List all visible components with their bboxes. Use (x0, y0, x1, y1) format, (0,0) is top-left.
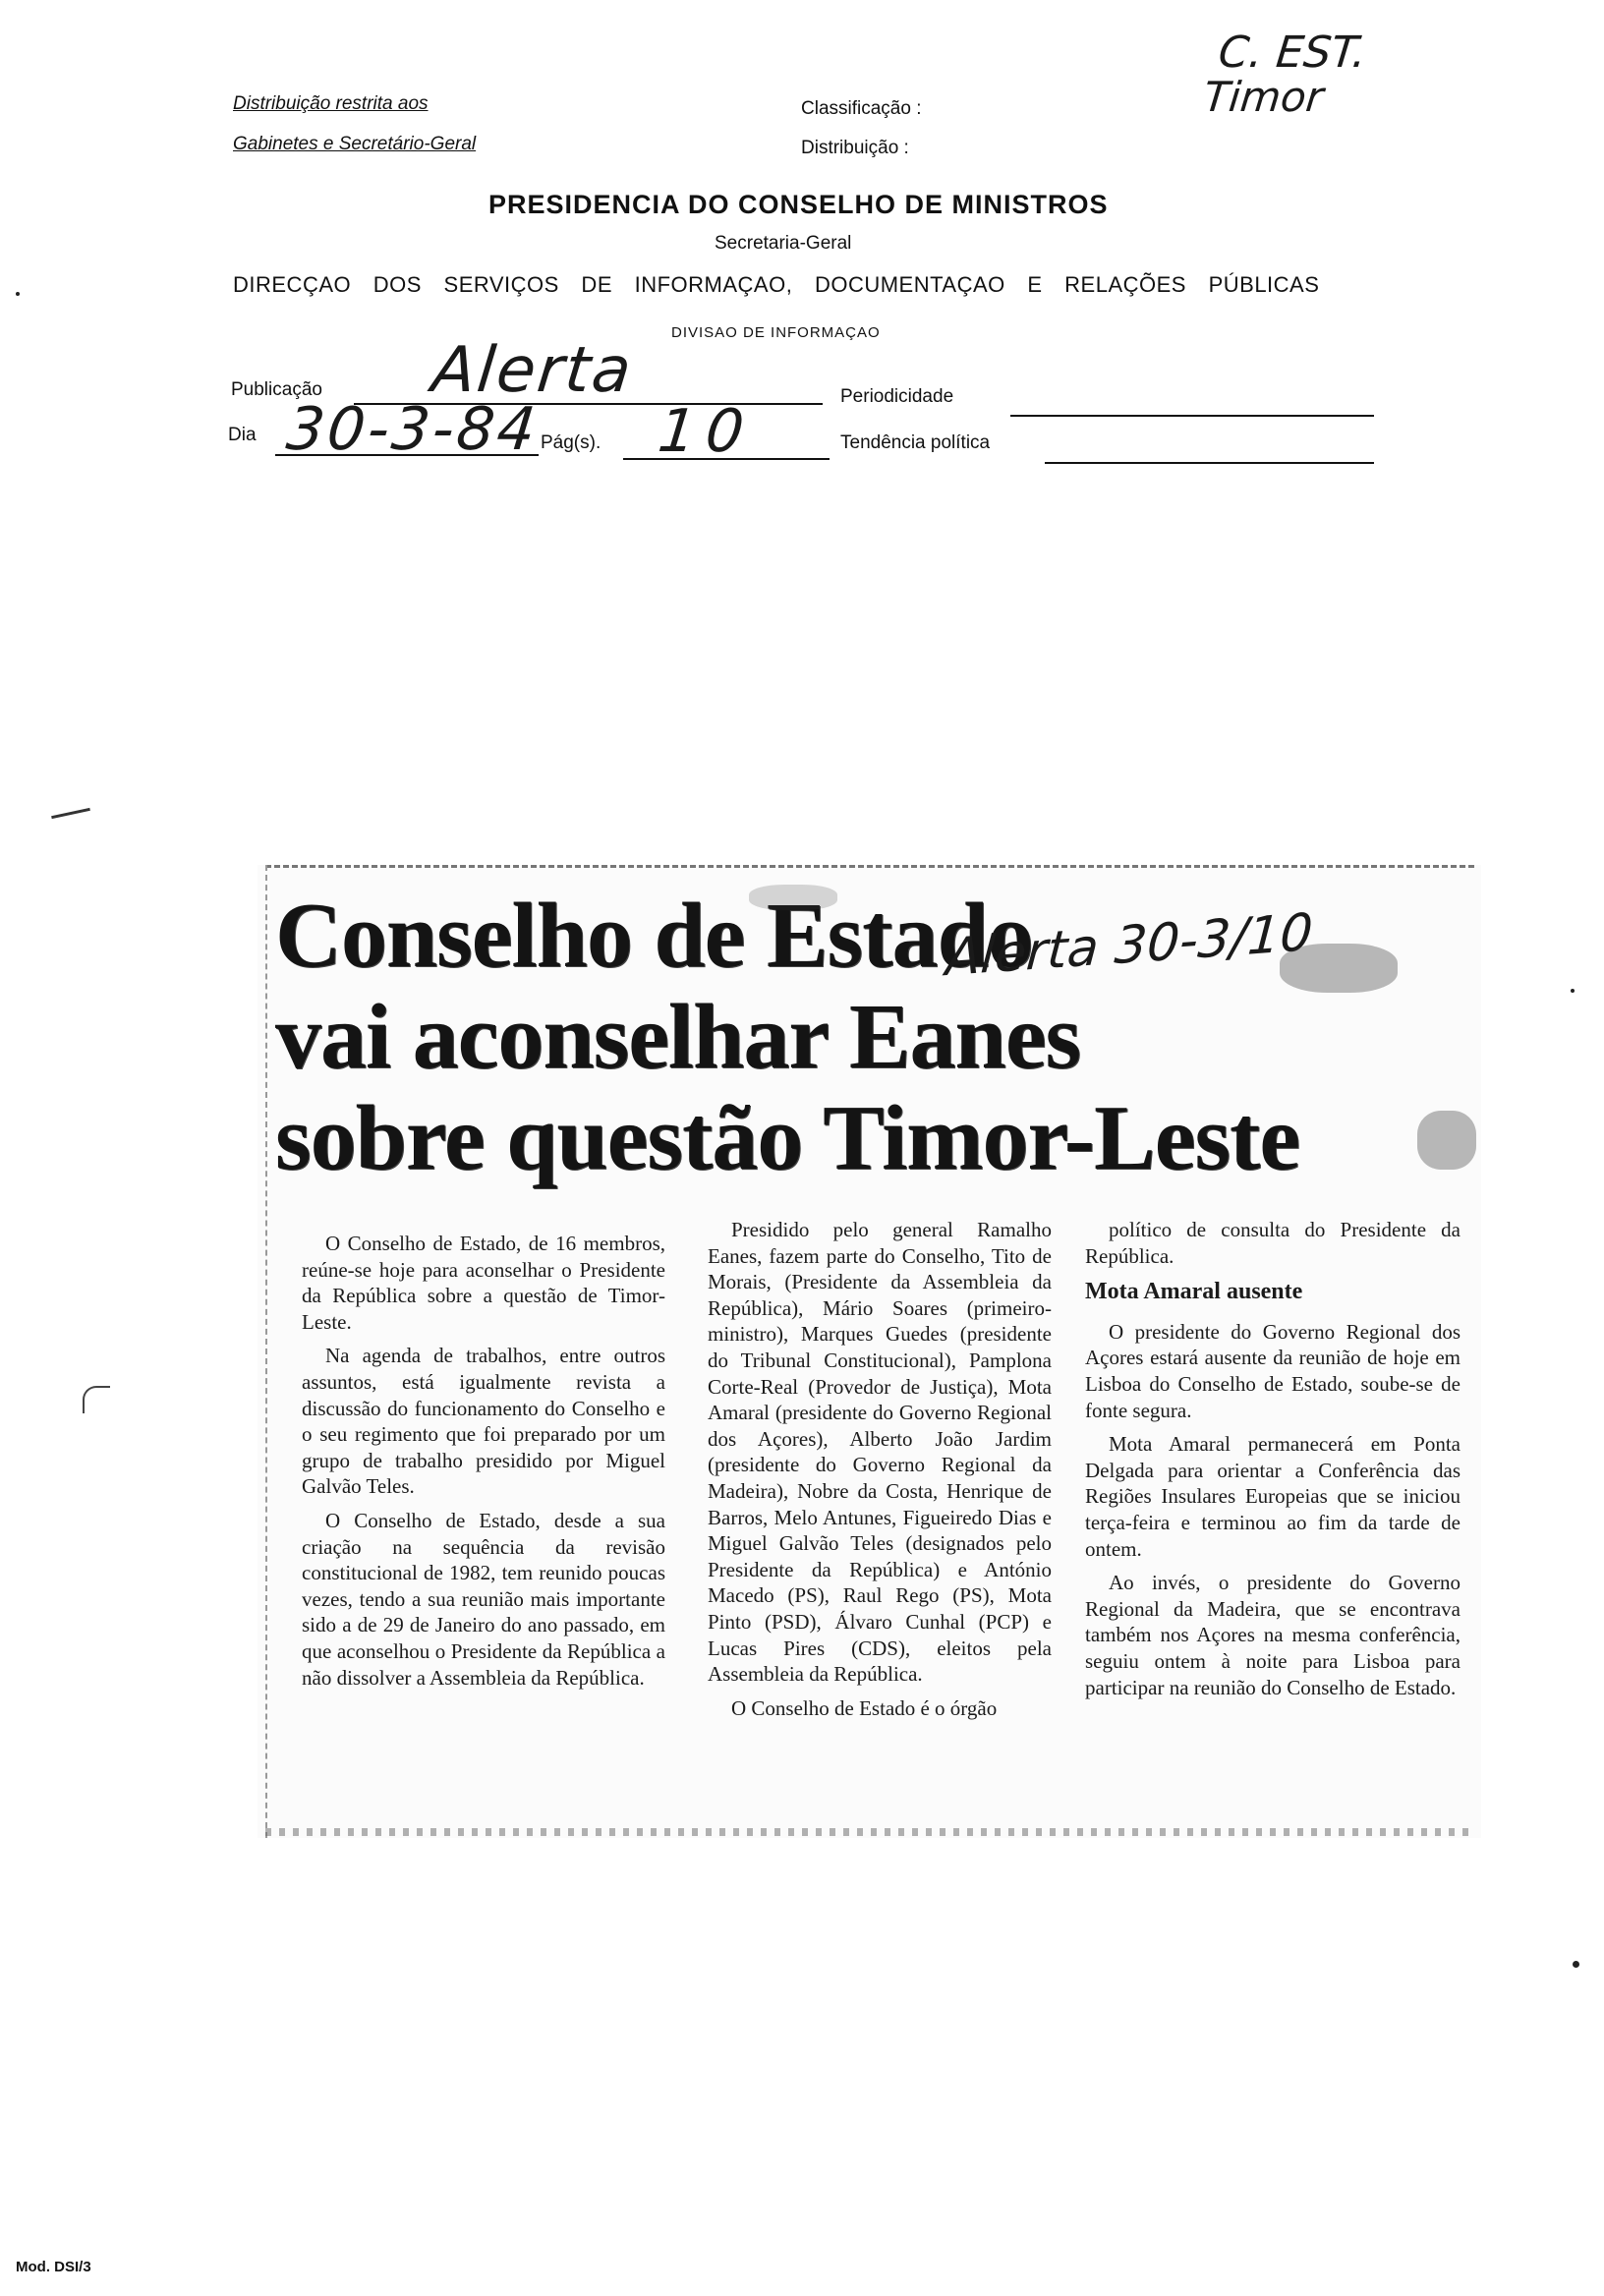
publicacao-handwritten-value: Alerta (429, 334, 637, 407)
scan-speck (1573, 1961, 1579, 1968)
clipping-left-edge (265, 865, 270, 1838)
dia-label: Dia (228, 425, 257, 445)
handwritten-corner-note-1: C. EST. (1216, 28, 1369, 78)
article-paragraph: O Conselho de Estado, desde a sua criação na sequência da revisão constitucional de 1982, tem reunido poucas vezes, tendo a sua reunião mais importante sido a de 29 de Janeiro do ano passado, em que aconselhou o Presidente da República a não dissolver a Assembleia da República. (302, 1508, 665, 1690)
headline-line-2: vai aconselhar Eanes (275, 986, 1081, 1088)
article-column-1 (302, 1231, 665, 1698)
secretaria-geral: Secretaria-Geral (715, 233, 852, 254)
distribuicao-label: Distribuição : (801, 138, 909, 158)
organization-title: PRESIDENCIA DO CONSELHO DE MINISTROS (488, 190, 1109, 219)
classificacao-label: Classificação : (801, 98, 922, 119)
article-column-2 (708, 1217, 1052, 1729)
dia-handwritten-value: 30-3-84 (283, 395, 542, 464)
restricted-distribution-line2: Gabinetes e Secretário-Geral (233, 134, 477, 154)
article-paragraph: Mota Amaral permanecerá em Ponta Delgada para orientar a Conferência das Regiões Insulares Europeias que se iniciou terça-feira e terminou ao fim da tarde de ontem. (1085, 1432, 1461, 1561)
handwritten-corner-note-2: Timor (1201, 73, 1326, 121)
article-paragraph: O Conselho de Estado é o órgão (731, 1695, 998, 1720)
headline-line-3: sobre questão Timor-Leste (275, 1087, 1300, 1189)
article-paragraph: Presidido pelo general Ramalho Eanes, fazem parte do Conselho, Tito de Morais, (Presidente da Assembleia da República), Mário Soares (primeiro-ministro), Marques Guedes (presidente do Tribunal Constitucional), Pamplona Corte-Real (Provedor de Justiça), Mota Amaral (presidente do Governo Regional dos Açores), Alberto João Jardim (presidente do Governo Regional da Madeira), Nobre da Costa, Henrique de Barros, Melo Antunes, Figueiredo Dias e Miguel Galvão Teles (designados pelo Presidente da República) e António Macedo (PS), Raul Rego (PS), Mota Pinto (PSD), Álvaro Cunhal (PCP) e Lucas Pires (CDS), eleitos pela Assembleia da República. (708, 1218, 1052, 1687)
article-paragraph: Na agenda de trabalhos, entre outros assuntos, está igualmente revista a discussão do funcionamento do Conselho e o seu regimento que foi preparado por um grupo de trabalho presidido por Miguel Galvão Teles. (302, 1344, 665, 1499)
restricted-distribution-line1: Distribuição restrita aos (233, 93, 429, 114)
periodicidade-label: Periodicidade (840, 386, 954, 407)
article-paragraph: político de consulta do Presidente da República. (1085, 1218, 1461, 1268)
article-paragraph: O presidente do Governo Regional dos Açores estará ausente da reunião de hoje em Lisboa do Conselho de Estado, soube-se de fonte segura. (1085, 1319, 1461, 1422)
article-subheading: Mota Amaral ausente (1085, 1279, 1303, 1305)
newspaper-clipping (258, 865, 1481, 1838)
scan-speck (1571, 989, 1575, 993)
headline-line-1: Conselho de Estado (275, 885, 1033, 987)
tendencia-field-line (1045, 462, 1374, 464)
direccao-line: DIRECÇAO DOS SERVIÇOS DE INFORMAÇAO, DOCUMENTAÇAO E RELAÇÕES PÚBLICAS (233, 272, 1320, 297)
scan-mark (83, 1386, 110, 1413)
clipping-handwritten-note: Alerta 30-3/10 (944, 902, 1315, 989)
divisao-de-informacao: DIVISAO DE INFORMAÇAO (671, 324, 881, 341)
tendencia-politica-label: Tendência política (840, 432, 991, 453)
print-smudge (749, 885, 837, 910)
article-paragraph: Ao invés, o presidente do Governo Regional da Madeira, que se encontrava também nos Açores na mesma conferência, seguiu ontem à noite para Lisboa para participar na reunião do Conselho de Estado. (1085, 1571, 1461, 1699)
article-paragraph: O Conselho de Estado, de 16 membros, reúne-se hoje para aconselhar o Presidente da República sobre a questão de Timor-Leste. (302, 1232, 665, 1334)
pags-handwritten-value: 10 (655, 397, 758, 466)
print-smudge (1280, 944, 1398, 993)
print-smudge (1417, 1111, 1476, 1170)
pags-label: Pág(s). (541, 432, 602, 453)
form-model-code: Mod. DSI/3 (16, 2259, 91, 2275)
publicacao-label: Publicação (231, 379, 322, 400)
periodicidade-field-line (1010, 415, 1374, 417)
clipping-bottom-edge (265, 1828, 1474, 1836)
article-column-3 (1085, 1217, 1461, 1708)
scan-speck (16, 292, 20, 296)
clipping-top-edge (265, 865, 1474, 868)
scan-mark (51, 808, 90, 819)
